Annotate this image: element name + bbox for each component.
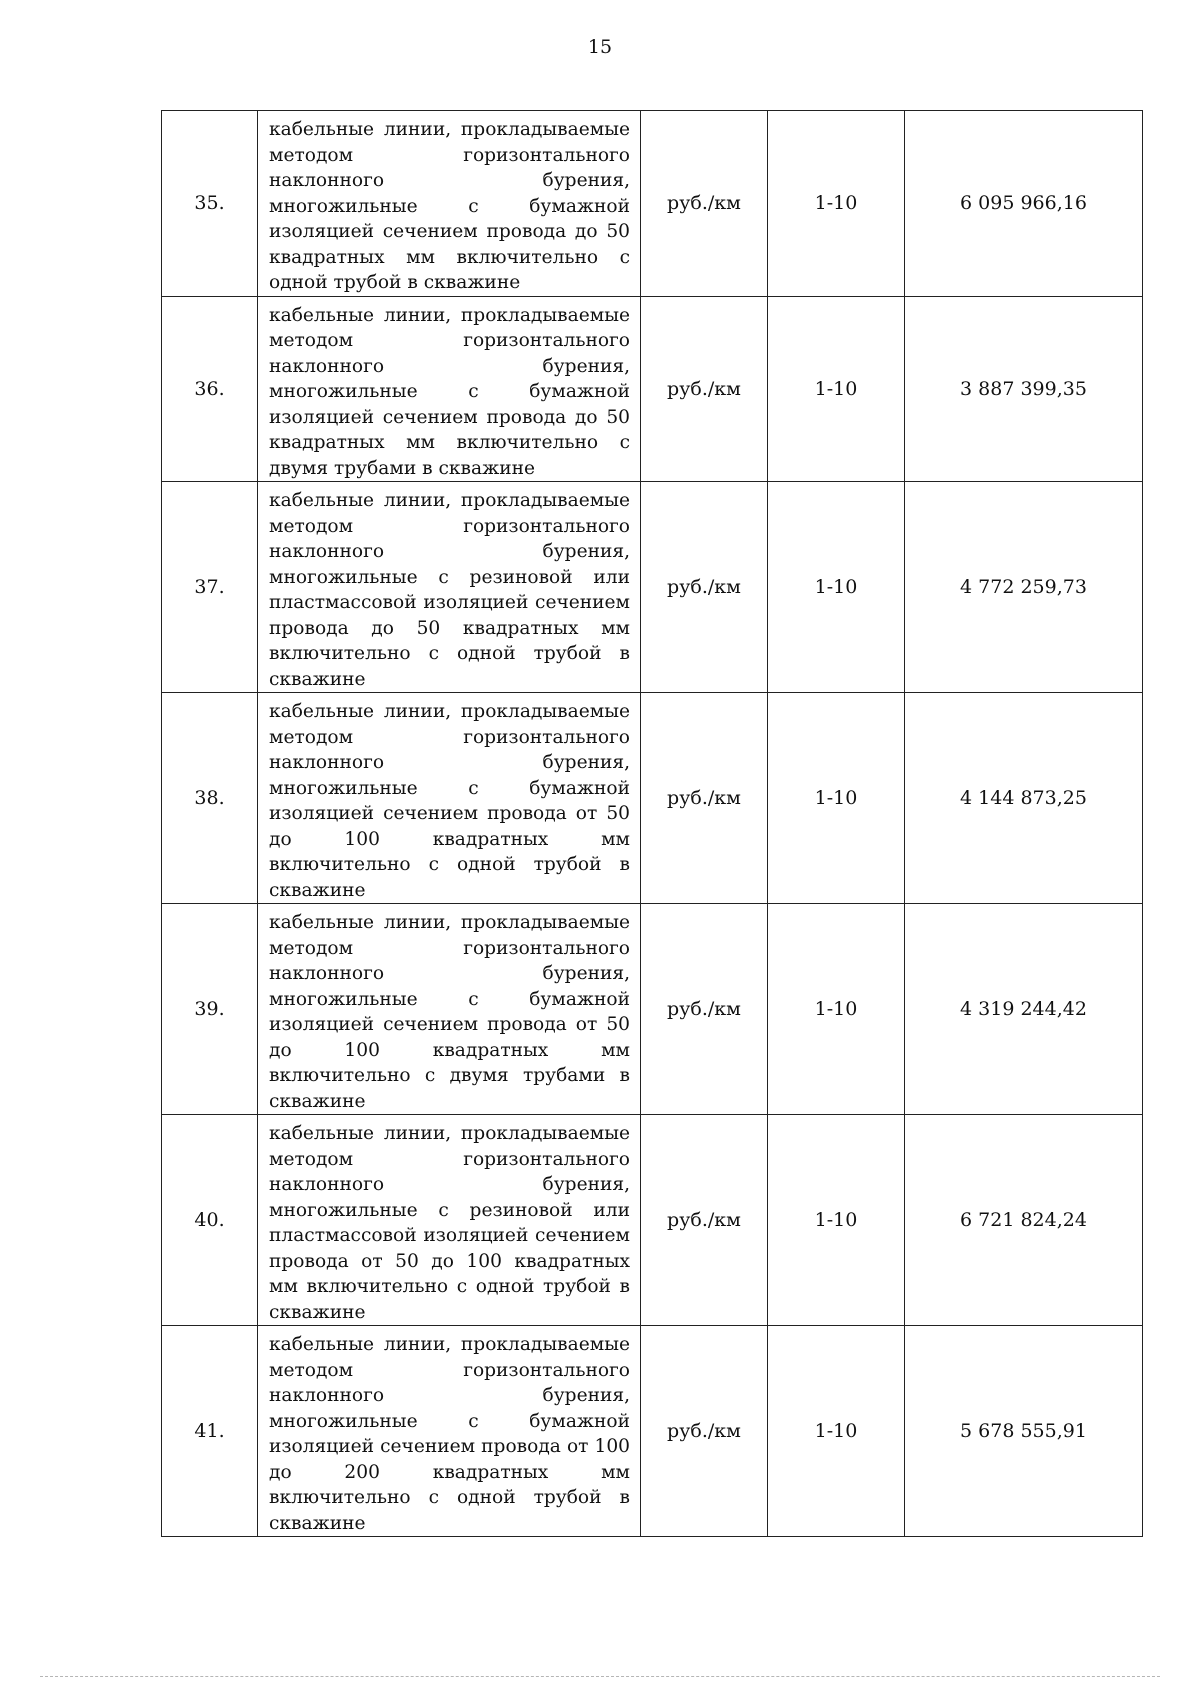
row-number-cell: 40.	[162, 1115, 258, 1326]
tariff-table	[161, 110, 1143, 1537]
price-cell: 6 721 824,24	[905, 1115, 1143, 1326]
description-cell	[258, 296, 641, 482]
table-row	[162, 1326, 1143, 1537]
price-cell: 4 772 259,73	[905, 482, 1143, 693]
unit-cell: руб./км	[641, 1326, 768, 1537]
table-row	[162, 693, 1143, 904]
voltage-cell: 1-10	[768, 693, 905, 904]
description-cell	[258, 693, 641, 904]
unit-cell: руб./км	[641, 693, 768, 904]
description-text: кабельные линии, прокладываемые методом горизонтального наклонного бурения, многожильные с резиновой или пластмассовой изоляцией сечением провода до 50 квадратных мм включительно с одной трубой в скважине	[269, 490, 630, 690]
description-cell	[258, 904, 641, 1115]
row-number-cell: 35.	[162, 111, 258, 297]
unit-cell: руб./км	[641, 1115, 768, 1326]
unit-cell: руб./км	[641, 111, 768, 297]
table-row	[162, 296, 1143, 482]
description-text: кабельные линии, прокладываемые методом горизонтального наклонного бурения, многожильные с резиновой или пластмассовой изоляцией сечением провода от 50 до 100 квадратных мм включительно с одной трубой в скважине	[269, 1123, 630, 1323]
unit-cell: руб./км	[641, 904, 768, 1115]
description-text: кабельные линии, прокладываемые методом горизонтального наклонного бурения, многожильные с бумажной изоляцией сечением провода от 50 до 100 квадратных мм включительно с двумя трубами в скважине	[269, 912, 630, 1112]
table-row	[162, 1115, 1143, 1326]
scan-edge-line	[40, 1676, 1160, 1677]
price-cell: 4 144 873,25	[905, 693, 1143, 904]
page-number: 15	[587, 36, 613, 58]
row-number-cell: 37.	[162, 482, 258, 693]
description-text: кабельные линии, прокладываемые методом горизонтального наклонного бурения, многожильные с бумажной изоляцией сечением провода от 100 до 200 квадратных мм включительно с одной трубой в скважине	[269, 1334, 630, 1534]
row-number-cell: 41.	[162, 1326, 258, 1537]
row-number-cell: 38.	[162, 693, 258, 904]
unit-cell: руб./км	[641, 296, 768, 482]
row-number-cell: 36.	[162, 296, 258, 482]
row-number-cell: 39.	[162, 904, 258, 1115]
description-text: кабельные линии, прокладываемые методом горизонтального наклонного бурения, многожильные с бумажной изоляцией сечением провода до 50 квадратных мм включительно с двумя трубами в скважине	[269, 304, 630, 479]
price-cell: 6 095 966,16	[905, 111, 1143, 297]
voltage-cell: 1-10	[768, 1115, 905, 1326]
unit-cell: руб./км	[641, 482, 768, 693]
table-row	[162, 111, 1143, 297]
description-text: кабельные линии, прокладываемые методом горизонтального наклонного бурения, многожильные с бумажной изоляцией сечением провода до 50 квадратных мм включительно с одной трубой в скважине	[269, 119, 630, 293]
voltage-cell: 1-10	[768, 1326, 905, 1537]
description-cell	[258, 111, 641, 297]
description-cell	[258, 482, 641, 693]
table-row	[162, 482, 1143, 693]
voltage-cell: 1-10	[768, 482, 905, 693]
price-cell: 3 887 399,35	[905, 296, 1143, 482]
table-row	[162, 904, 1143, 1115]
price-cell: 4 319 244,42	[905, 904, 1143, 1115]
price-cell: 5 678 555,91	[905, 1326, 1143, 1537]
description-cell	[258, 1326, 641, 1537]
voltage-cell: 1-10	[768, 111, 905, 297]
description-cell	[258, 1115, 641, 1326]
voltage-cell: 1-10	[768, 904, 905, 1115]
description-text: кабельные линии, прокладываемые методом горизонтального наклонного бурения, многожильные с бумажной изоляцией сечением провода от 50 до 100 квадратных мм включительно с одной трубой в скважине	[269, 701, 630, 901]
voltage-cell: 1-10	[768, 296, 905, 482]
